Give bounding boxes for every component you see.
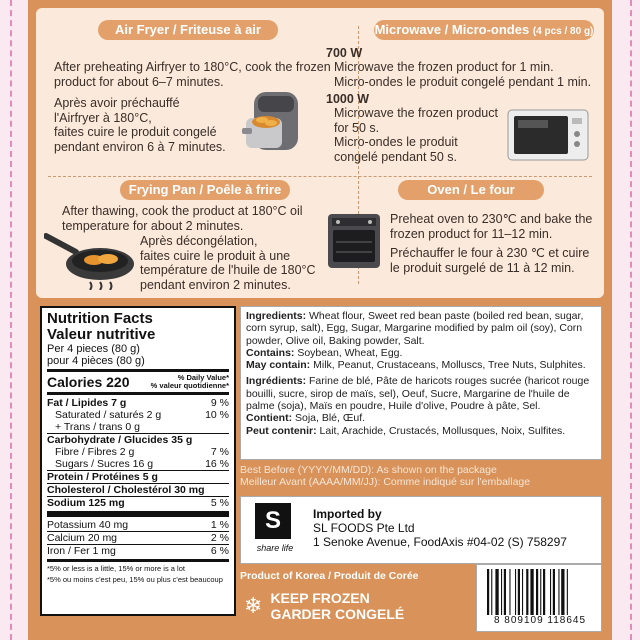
- barcode: [476, 564, 602, 632]
- airfryer-fr-line: l'Airfryer à 180°C,: [54, 110, 152, 125]
- contains-en: [246, 347, 596, 359]
- air-fryer-icon: [240, 88, 304, 158]
- microwave-1000-line: for 50 s.: [334, 120, 380, 135]
- peut-contenir-text: Lait, Arachide, Crustacés, Mollusques, Noix, Sulfites.: [319, 424, 566, 437]
- ingredients-en: [246, 310, 596, 347]
- nutrient-label: Fibre / Fibres 2 g: [55, 446, 135, 458]
- airfryer-fr: [54, 96, 254, 154]
- nutrient-dv: 10 %: [205, 409, 229, 421]
- nutrient-label: Saturated / saturés 2 g: [55, 409, 162, 421]
- serving-size-en: Per 4 pieces (80 g): [47, 343, 140, 355]
- barcode-number: 8 809109 118645: [493, 615, 587, 626]
- peut-contenir-fr: [246, 425, 596, 437]
- snowflake-icon: ❄: [244, 593, 263, 618]
- best-before: [240, 464, 602, 488]
- cooking-instructions: [36, 8, 604, 298]
- serving-size-fr: pour 4 pièces (80 g): [47, 355, 145, 367]
- nutrient-dv: 16 %: [205, 458, 229, 470]
- ingredients-fr-label: Ingrédients:: [246, 375, 307, 388]
- nutrient-row: [47, 470, 229, 483]
- rule-thick: [47, 559, 229, 562]
- oven-en-line: frozen product for 11–12 min.: [390, 226, 553, 241]
- nutrition-title-en: Nutrition Facts: [47, 310, 153, 327]
- nutrient-label: Iron / Fer 1 mg: [47, 545, 116, 557]
- barcode-bars: [487, 569, 593, 615]
- best-before-fr: Meilleur Avant (AAAA/MM/JJ): Comme indiqué sur l'emballage: [240, 476, 531, 488]
- airfryer-title: Air Fryer / Friteuse à air: [98, 20, 278, 40]
- importer-details: [313, 507, 567, 549]
- airfryer-fr-line: pendant environ 6 à 7 minutes.: [54, 139, 226, 154]
- dv-footnote-en: *5% or less is a little, 15% or more is a lot: [47, 564, 185, 573]
- nutrient-row: [47, 397, 229, 409]
- nutrient-label: Potassium 40 mg: [47, 519, 129, 531]
- nutrient-row: [47, 446, 229, 458]
- dv-header: [151, 374, 229, 390]
- microwave-icon: [506, 108, 590, 162]
- keep-frozen-fr: GARDER CONGELÉ: [270, 606, 405, 622]
- ingredients-text: Wheat flour, Sweet red bean paste (boiled red bean, sugar, corn syrup, salt), Egg, Sugar, Margarine modified by palm oil (soy), Corn powder, Olive oil, Baking powder, Salt.: [246, 310, 584, 347]
- pan-fr-line: Après décongélation,: [140, 234, 258, 248]
- oven-icon: [326, 212, 382, 272]
- oven-fr: [390, 246, 602, 275]
- left-perforation: [10, 0, 12, 640]
- oven-title: Oven / Le four: [398, 180, 544, 200]
- product-origin: Product of Korea / Produit de Corée: [240, 570, 419, 582]
- nutrient-label: Carbohydrate / Glucides 35 g: [47, 434, 193, 446]
- airfryer-fr-line: faites cuire le produit congelé: [54, 125, 217, 139]
- nutrient-dv: 1 %: [210, 519, 229, 531]
- nutrient-label: + Trans / trans 0 g: [55, 421, 140, 433]
- nutrient-dv: 5 %: [210, 497, 229, 509]
- contient-fr: [246, 412, 596, 424]
- contient-text: Soja, Blé, Œuf.: [295, 412, 366, 425]
- calories-row: [47, 374, 229, 390]
- contains-label: Contains:: [246, 346, 295, 359]
- rule-thick: [47, 511, 229, 517]
- dv-header-en: % Daily Value*: [177, 373, 229, 382]
- nutrient-label: Calcium 20 mg: [47, 532, 118, 544]
- microwave-1000-line: Micro-ondes le produit: [334, 135, 458, 149]
- nutrient-row: [47, 531, 229, 544]
- keep-frozen: [244, 590, 404, 622]
- microwave-title-small: (4 pcs / 80 g): [532, 26, 594, 37]
- importer-address: 1 Senoke Avenue, FoodAxis #04-02 (S) 758297: [313, 535, 567, 549]
- contient-label: Contient:: [246, 412, 293, 425]
- nutrient-label: Cholesterol / Cholestérol 30 mg: [47, 484, 205, 496]
- rule-thick: [47, 392, 229, 395]
- nutrient-dv: 9 %: [210, 397, 229, 409]
- nutrition-facts-table: [40, 306, 236, 616]
- nutrient-row: [47, 544, 229, 557]
- right-perforation: [630, 0, 632, 640]
- importer-label: Imported by: [313, 507, 382, 521]
- oven-fr-line: Préchauffer le four à 230 ℃ et cuire: [390, 246, 590, 260]
- microwave-1000-line: congelé pendant 50 s.: [334, 149, 458, 164]
- contains-text: Soybean, Wheat, Egg.: [297, 346, 403, 359]
- nutrient-row: [47, 483, 229, 496]
- nutrient-row: [47, 496, 229, 509]
- nutrient-row: [47, 433, 229, 446]
- ingredients-fr-text: Farine de blé, Pâte de haricots rouges sucrée (haricot rouge bouilli, sucre, sirop de maïs, sel), Oeuf, Sucre, Margarine de l'huile de palme (soja), Maïs en poudre, Huile d'olive, Poudre à pâte, Sel.: [246, 375, 590, 413]
- dv-header-fr: % valeur quotidienne*: [150, 381, 229, 390]
- microwave-700-line: Microwave the frozen product for 1 min.: [334, 60, 554, 74]
- pan-en-line: temperature for about 2 minutes.: [62, 218, 244, 233]
- best-before-en: Best Before (YYYY/MM/DD): As shown on the package: [240, 464, 497, 476]
- airfryer-en: After preheating Airfryer to 180°C, cook the frozen product for about 6–7 minutes.: [54, 60, 331, 89]
- rule-thick: [47, 369, 229, 372]
- microwave-700w: 700 W: [326, 46, 363, 60]
- pan-fr-line: pendant environ 2 minutes.: [140, 277, 291, 292]
- oven-fr-line: le produit surgelé de 11 à 12 min.: [390, 260, 575, 275]
- microwave-title: [374, 20, 594, 40]
- peut-contenir-label: Peut contenir:: [246, 424, 317, 437]
- oven-en-line: Preheat oven to 230℃ and bake the: [390, 212, 593, 226]
- calories: Calories 220: [47, 374, 130, 390]
- pan-en-line: After thawing, cook the product at 180°C oil: [62, 204, 303, 218]
- ingredients-label: Ingredients:: [246, 310, 307, 322]
- ingredients-fr: [246, 375, 596, 412]
- airfryer-fr-line: Après avoir préchauffé: [54, 96, 180, 110]
- sl-foods-logo: S: [255, 503, 291, 539]
- nutrient-label: Sugars / Sucres 16 g: [55, 458, 154, 470]
- nutrient-label: Sodium 125 mg: [47, 497, 125, 509]
- microwave-title-main: Microwave / Micro-ondes: [374, 22, 530, 37]
- nutrition-title-fr: Valeur nutritive: [47, 326, 156, 343]
- nutrient-row: [47, 421, 229, 433]
- pan-fr-line: température de l'huile de 180°C: [140, 263, 316, 277]
- pan-fr-line: faites cuire le produit à une: [140, 248, 291, 263]
- microwave-1000-text: [334, 106, 514, 164]
- microwave-700-text: [334, 60, 604, 89]
- oven-en: [390, 212, 602, 241]
- nutrient-row: [47, 458, 229, 470]
- keep-frozen-en: KEEP FROZEN: [270, 590, 370, 606]
- may-contain-text: Milk, Peanut, Crustaceans, Molluscs, Tree Nuts, Sulphites.: [313, 359, 586, 372]
- pan-title: Frying Pan / Poêle à frire: [120, 180, 290, 200]
- nutrient-dv: 6 %: [210, 545, 229, 557]
- nutrient-dv: 2 %: [210, 532, 229, 544]
- may-contain-label: May contain:: [246, 359, 311, 372]
- microwave-1000-line: Microwave the frozen product: [334, 106, 498, 120]
- microwave-1000w: 1000 W: [326, 92, 370, 106]
- nutrient-label: Fat / Lipides 7 g: [47, 397, 127, 409]
- horizontal-divider: [48, 176, 592, 177]
- importer-box: [240, 496, 602, 564]
- logo-tagline: share life: [256, 543, 294, 553]
- dv-footnote-fr: *5% ou moins c'est peu, 15% ou plus c'est beaucoup: [47, 575, 223, 584]
- frying-pan-icon: [44, 226, 138, 290]
- may-contain-en: [246, 359, 596, 371]
- nutrient-dv: 7 %: [210, 446, 229, 458]
- ingredients-box: [240, 306, 602, 460]
- nutrient-row: [47, 519, 229, 531]
- microwave-700-line: Micro-ondes le produit congelé pendant 1 min.: [334, 74, 592, 89]
- nutrient-label: Protein / Protéines 5 g: [47, 471, 158, 483]
- nutrient-row: [47, 409, 229, 421]
- importer-name: SL FOODS Pte Ltd: [313, 521, 415, 535]
